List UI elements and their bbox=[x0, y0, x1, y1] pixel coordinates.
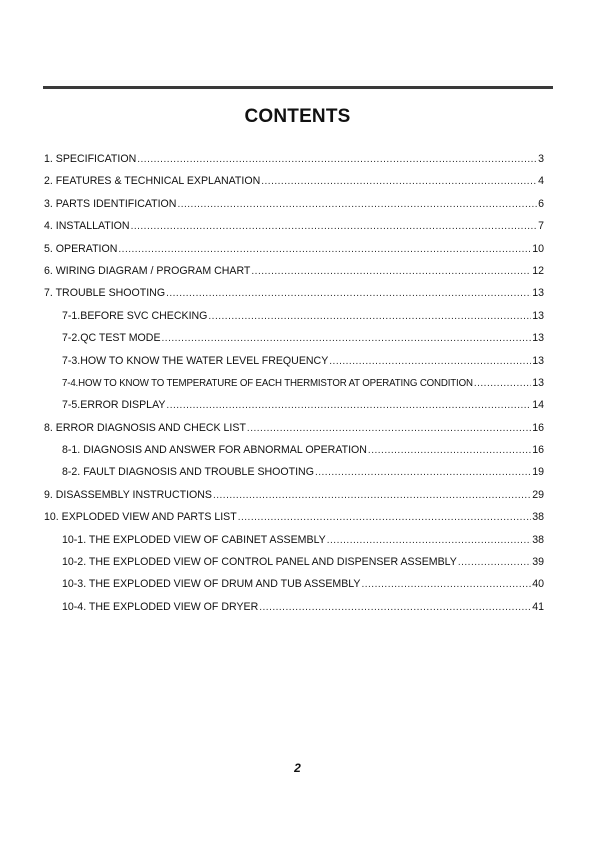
toc-leader-dots bbox=[327, 534, 531, 548]
toc-entry-10-3[interactable] bbox=[44, 577, 544, 599]
toc-entry-5[interactable] bbox=[44, 242, 544, 264]
page-number: 2 bbox=[294, 761, 301, 775]
top-rule bbox=[43, 86, 553, 89]
toc-leader-dots bbox=[261, 175, 537, 189]
toc-entry-7-2[interactable] bbox=[44, 331, 544, 353]
toc-entry-label: 10. EXPLODED VIEW AND PARTS LIST bbox=[44, 511, 237, 524]
toc-entry-page: 13 bbox=[532, 332, 544, 345]
toc-entry-label: 10-2. THE EXPLODED VIEW OF CONTROL PANEL AND DISPENSER ASSEMBLY bbox=[62, 556, 457, 569]
toc-entry-label: 7. TROUBLE SHOOTING bbox=[44, 287, 166, 300]
toc-entry-7[interactable] bbox=[44, 286, 544, 308]
toc-leader-dots bbox=[118, 243, 531, 257]
toc-entry-7-1[interactable] bbox=[44, 309, 544, 331]
toc-entry-10-1[interactable] bbox=[44, 533, 544, 555]
toc-entry-page: 6 bbox=[538, 197, 544, 210]
toc-entry-10-4[interactable] bbox=[44, 600, 544, 622]
toc-entry-page: 14 bbox=[532, 399, 544, 412]
toc-leader-dots bbox=[458, 556, 531, 570]
toc-entry-label: 7-2.QC TEST MODE bbox=[62, 332, 161, 345]
toc-entry-3[interactable] bbox=[44, 197, 544, 219]
toc-entry-label: 5. OPERATION bbox=[44, 242, 118, 255]
toc-entry-page: 16 bbox=[532, 444, 544, 457]
toc-entry-page: 39 bbox=[532, 556, 544, 569]
toc-leader-dots bbox=[208, 310, 531, 324]
toc-entry-page: 10 bbox=[532, 242, 544, 255]
toc-leader-dots bbox=[213, 489, 531, 503]
toc-entry-8[interactable] bbox=[44, 421, 544, 443]
toc-leader-dots bbox=[368, 444, 531, 458]
toc-entry-label: 7-4.HOW TO KNOW TO TEMPERATURE OF EACH THERMISTOR AT OPERATING CONDITION bbox=[62, 377, 473, 389]
toc-entry-7-3[interactable] bbox=[44, 354, 544, 376]
toc-leader-dots bbox=[162, 332, 532, 346]
toc-entry-7-4[interactable] bbox=[44, 376, 544, 398]
toc-entry-label: 8-2. FAULT DIAGNOSIS AND TROUBLE SHOOTING bbox=[62, 466, 314, 479]
toc-entry-page: 13 bbox=[532, 309, 544, 322]
toc-entry-label: 2. FEATURES & TECHNICAL EXPLANATION bbox=[44, 175, 261, 188]
toc-entry-label: 9. DISASSEMBLY INSTRUCTIONS bbox=[44, 488, 212, 501]
toc-leader-dots bbox=[247, 422, 531, 436]
toc-entry-page: 13 bbox=[532, 354, 544, 367]
toc-entry-label: 7-3.HOW TO KNOW THE WATER LEVEL FREQUENCY bbox=[62, 354, 329, 367]
toc-leader-dots bbox=[329, 355, 531, 369]
toc-entry-page: 7 bbox=[538, 220, 544, 233]
toc-entry-label: 1. SPECIFICATION bbox=[44, 153, 137, 165]
toc-leader-dots bbox=[177, 198, 537, 212]
toc-leader-dots bbox=[131, 220, 538, 234]
toc-leader-dots bbox=[137, 153, 537, 167]
toc-entry-label: 8. ERROR DIAGNOSIS AND CHECK LIST bbox=[44, 421, 246, 434]
table-of-contents bbox=[44, 152, 544, 622]
page-title: CONTENTS bbox=[244, 106, 351, 127]
toc-entry-2[interactable] bbox=[44, 174, 544, 196]
toc-entry-page: 40 bbox=[532, 578, 544, 591]
toc-leader-dots bbox=[251, 265, 531, 279]
toc-entry-page: 12 bbox=[532, 264, 544, 277]
toc-leader-dots bbox=[166, 399, 531, 413]
toc-entry-10[interactable] bbox=[44, 510, 544, 532]
toc-entry-page: 41 bbox=[532, 600, 544, 613]
toc-entry-page: 13 bbox=[532, 287, 544, 300]
toc-entry-8-1[interactable] bbox=[44, 443, 544, 465]
toc-entry-6[interactable] bbox=[44, 264, 544, 286]
toc-entry-page: 38 bbox=[532, 533, 544, 546]
toc-leader-dots bbox=[315, 466, 531, 480]
toc-entry-7-5[interactable] bbox=[44, 398, 544, 420]
toc-entry-page: 38 bbox=[532, 511, 544, 524]
toc-entry-page: 13 bbox=[532, 376, 544, 389]
toc-entry-4[interactable] bbox=[44, 219, 544, 241]
toc-entry-label: 7-5.ERROR DISPLAY bbox=[62, 399, 166, 412]
toc-leader-dots bbox=[361, 578, 531, 592]
toc-entry-8-2[interactable] bbox=[44, 465, 544, 487]
toc-entry-page: 16 bbox=[532, 421, 544, 434]
toc-leader-dots bbox=[259, 601, 531, 615]
toc-leader-dots bbox=[238, 511, 531, 525]
toc-entry-label: 10-3. THE EXPLODED VIEW OF DRUM AND TUB ASSEMBLY bbox=[62, 578, 361, 591]
toc-entry-page: 4 bbox=[538, 175, 544, 188]
toc-entry-page: 29 bbox=[532, 488, 544, 501]
toc-entry-label: 8-1. DIAGNOSIS AND ANSWER FOR ABNORMAL OPERATION bbox=[62, 444, 367, 457]
toc-entry-label: 6. WIRING DIAGRAM / PROGRAM CHART bbox=[44, 264, 251, 277]
toc-entry-page: 3 bbox=[538, 153, 544, 165]
toc-entry-page: 19 bbox=[532, 466, 544, 479]
toc-entry-9[interactable] bbox=[44, 488, 544, 510]
toc-entry-10-2[interactable] bbox=[44, 555, 544, 577]
toc-entry-label: 3. PARTS IDENTIFICATION bbox=[44, 197, 177, 210]
toc-entry-label: 4. INSTALLATION bbox=[44, 220, 130, 233]
toc-leader-dots bbox=[474, 377, 531, 391]
toc-entry-1[interactable] bbox=[44, 152, 544, 174]
toc-entry-label: 7-1.BEFORE SVC CHECKING bbox=[62, 309, 208, 322]
toc-leader-dots bbox=[166, 287, 531, 301]
toc-entry-label: 10-4. THE EXPLODED VIEW OF DRYER bbox=[62, 600, 259, 613]
toc-entry-label: 10-1. THE EXPLODED VIEW OF CABINET ASSEMBLY bbox=[62, 533, 326, 546]
